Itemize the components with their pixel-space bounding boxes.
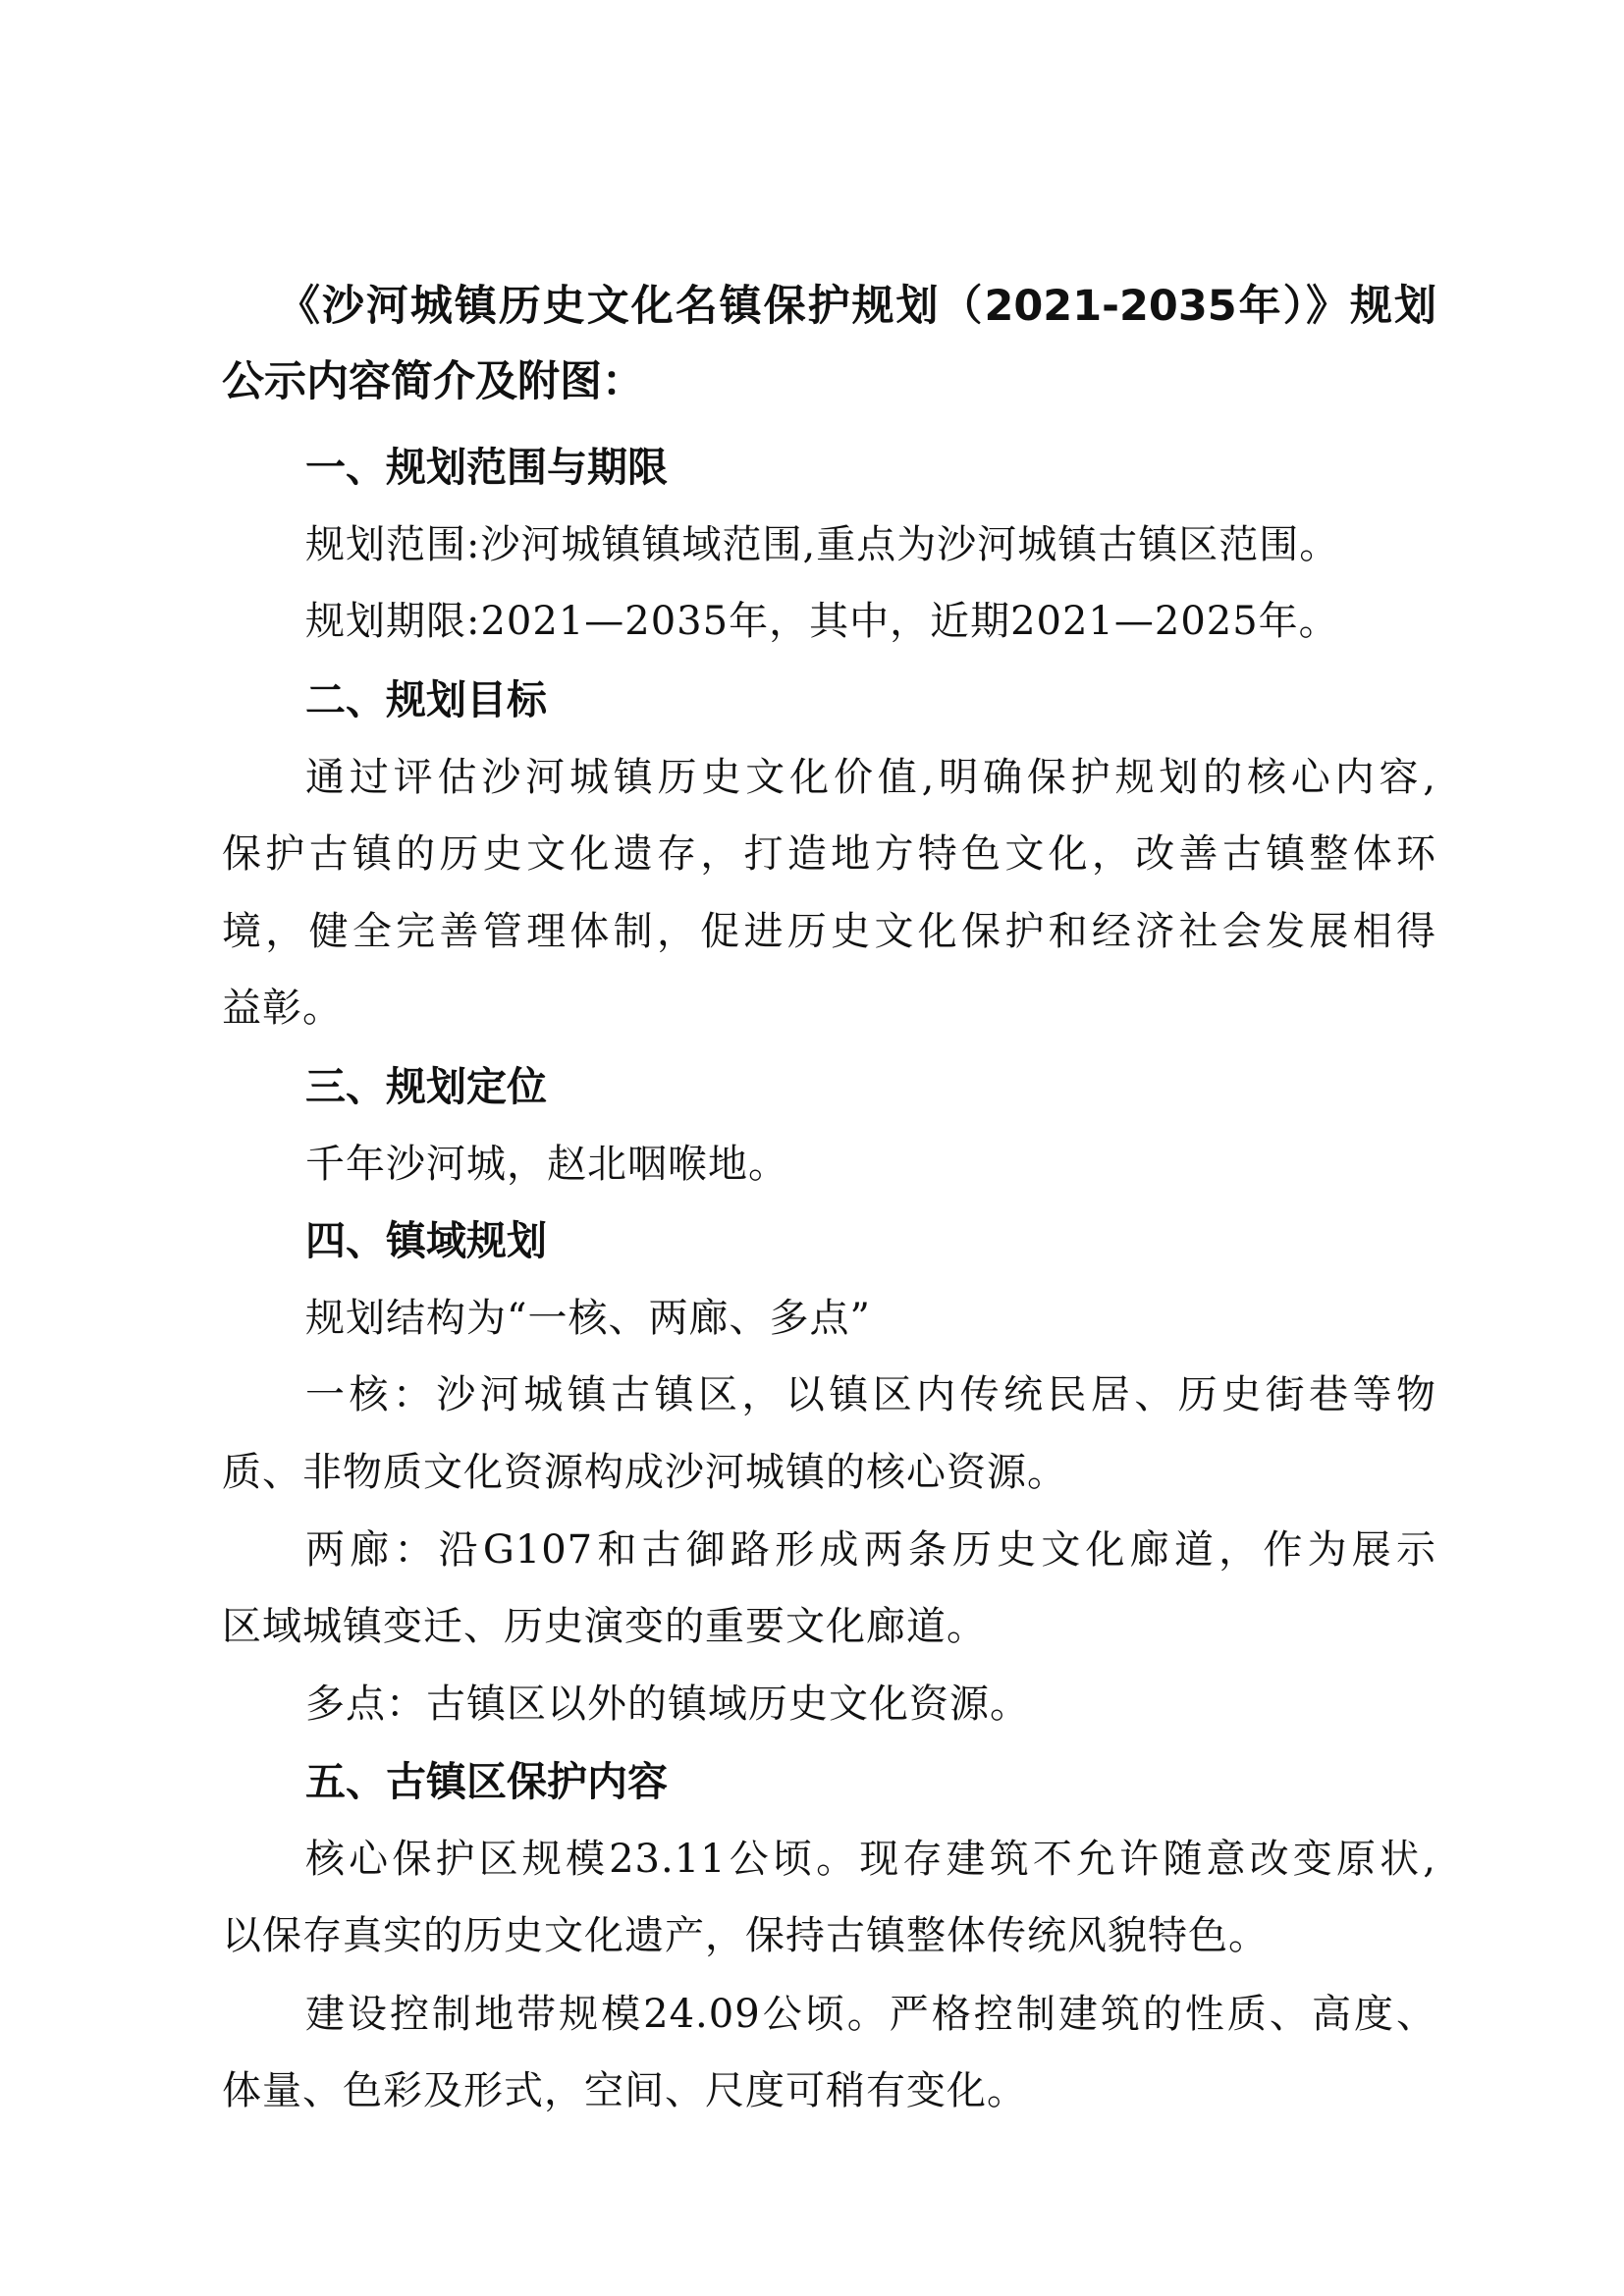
document-title-line-2: 公示内容简介及附图：	[222, 357, 644, 406]
paragraph-one-core-line-1: 一核：沙河城镇古镇区，以镇区内传统民居、历史街巷等物	[305, 1372, 1436, 1417]
section-heading-protection: 五、古镇区保护内容	[305, 1758, 668, 1805]
document-title-line-1: 《沙河城镇历史文化名镇保护规划（2021-2035年）》规划	[278, 282, 1436, 331]
paragraph-positioning: 千年沙河城，赵北咽喉地。	[305, 1142, 788, 1187]
paragraph-goals-line-3: 境，健全完善管理体制，促进历史文化保护和经济社会发展相得	[222, 909, 1436, 954]
paragraph-two-corridors-line-2: 区域城镇变迁、历史演变的重要文化廊道。	[222, 1604, 987, 1649]
paragraph-goals-line-2: 保护古镇的历史文化遗存，打造地方特色文化，改善古镇整体环	[222, 831, 1436, 877]
section-heading-positioning: 三、规划定位	[305, 1063, 547, 1110]
paragraph-two-corridors-line-1: 两廊：沿G107和古御路形成两条历史文化廊道，作为展示	[305, 1527, 1436, 1573]
paragraph-goals-line-4: 益彰。	[222, 986, 343, 1031]
section-heading-town-planning: 四、镇域规划	[305, 1217, 547, 1264]
paragraph-goals-line-1: 通过评估沙河城镇历史文化价值,明确保护规划的核心内容,	[305, 755, 1436, 800]
paragraph-control-zone-line-2: 体量、色彩及形式，空间、尺度可稍有变化。	[222, 2068, 1027, 2113]
paragraph-scope-period: 规划期限:2021—2035年，其中，近期2021—2025年。	[305, 599, 1339, 644]
paragraph-control-zone-line-1: 建设控制地带规模24.09公顷。严格控制建筑的性质、高度、	[305, 1992, 1436, 2037]
section-heading-goals: 二、规划目标	[305, 676, 547, 723]
paragraph-scope-range: 规划范围:沙河城镇镇域范围,重点为沙河城镇古镇区范围。	[305, 522, 1340, 567]
section-heading-scope: 一、规划范围与期限	[305, 444, 668, 491]
paragraph-core-zone-line-2: 以保存真实的历史文化遗产，保持古镇整体传统风貌特色。	[222, 1913, 1269, 1958]
paragraph-core-zone-line-1: 核心保护区规模23.11公顷。现存建筑不允许随意改变原状,	[305, 1837, 1436, 1882]
paragraph-multiple-points: 多点：古镇区以外的镇域历史文化资源。	[305, 1682, 1030, 1727]
paragraph-one-core-line-2: 质、非物质文化资源构成沙河城镇的核心资源。	[222, 1450, 1067, 1495]
paragraph-planning-structure: 规划结构为“一核、两廊、多点”	[305, 1296, 871, 1341]
